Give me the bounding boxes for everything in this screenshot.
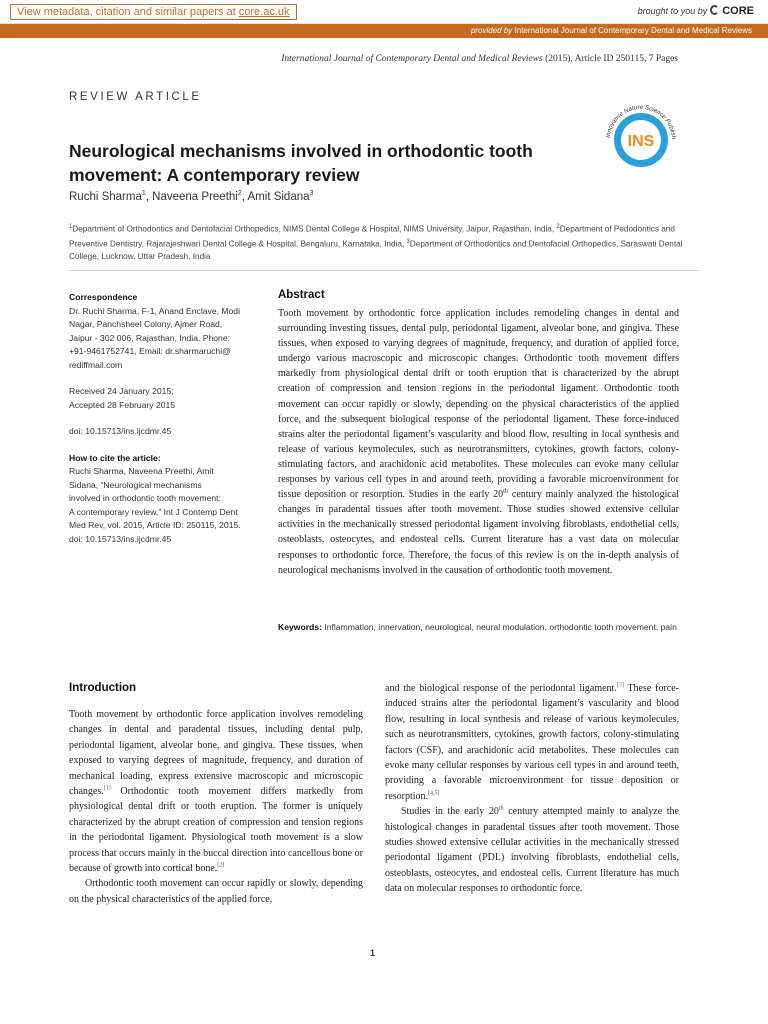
journal-name: International Journal of Contemporary Dental and Medical Reviews [281, 54, 543, 64]
core-metadata-text: View metadata, citation and similar papers at [17, 6, 236, 18]
correspondence-heading: Correspondence [69, 292, 138, 302]
abstract-part-1: Tooth movement by orthodontic force application includes remodeling changes in dental and surrounding investing tissues, dental pulp, periodontal ligament, alveolar bone, and gingiva. These tissues, when exposed to varying degrees of magnitude, frequency, and duration of applied force, undergo various macroscopic and microscopic changes. Orthodontic tooth movement differs markedly from physiological dental drift or tooth eruption that is characterized by the abrupt creation of compression and tension regions in the periodontal ligament. Orthodontic tooth movement can occur rapidly or slowly, depending on the physical characteristics of the applied force, and the subsequent biological response of the periodontal ligament. These force-induced strains alter the periodontal ligament’s vascularity and blood flow, resulting in local synthesis and release of various keymolecules, such as neurotransmitters, cytokines, growth factors, colony-stimulating factors, and arachidonic acid metabolites. These molecules can evoke many cellular responses by various cell types in and around teeth, providing a favorable microenvironment for tissue deposition or resorption. Studies in the early 20 [278, 308, 679, 501]
author-affil-sup: 2 [237, 190, 242, 197]
core-logo-text: CORE [722, 5, 754, 17]
affiliation-sup: 1 [69, 224, 73, 230]
metadata-line: +91-9461752741, Email: dr.sharmaruchi@ [69, 346, 231, 356]
abstract-sup: th [503, 487, 509, 495]
keywords-heading: Keywords: [278, 622, 322, 632]
intro-paragraph-3 [385, 681, 679, 804]
metadata-line: Med Rev, vol. 2015, Article ID: 250115, 2015. [69, 520, 241, 530]
intro-p3-text-b: These force-induced strains alter the periodontal ligament’s vascularity and blood flow, resulting in local synthesis and release of various keymolecules, such as neurotransmitters, cytokines, growth factors, colony-stimulating factors (CSF), and arachidonic acid metabolites. These molecules can evoke many cellular responses by various cell types in and around teeth, providing a favorable microenvironment for tissue deposition or resorption. [385, 683, 679, 802]
abstract-heading: Abstract [278, 289, 325, 301]
affiliation-text: Department of Orthodontics and Dentofacial Orthopedics, Saraswati Dental College, Lucknow, Uttar Pradesh, India [69, 239, 683, 262]
metadata-line: Sidana, “Neurological mechanisms [69, 479, 202, 490]
intro-p3-text-a: and the biological response of the periodontal ligament. [385, 683, 617, 694]
provided-by-text[interactable] [471, 26, 752, 35]
core-ac-uk-link[interactable]: core.ac.uk [238, 6, 290, 18]
intro-p4-text-a: Studies in the early 20 [401, 806, 499, 818]
metadata-line: rediffmail.com [69, 359, 123, 370]
core-brought-by[interactable] [638, 5, 754, 17]
correspondence-lines [69, 305, 254, 373]
affiliation-sup: 2 [556, 224, 560, 230]
author-name: Amit Sidana [247, 190, 310, 203]
logo-arc-textpath: Innovative Nature Science Publish [605, 103, 678, 140]
intro-paragraph-2: Orthodontic tooth movement can occur rapidly or slowly, depending on the physical characteristics of the applied force, [69, 878, 363, 905]
abstract-text [278, 306, 679, 578]
metadata-line: Dr. Ruchi Sharma, F-1, Anand Enclave, Modi [69, 305, 240, 316]
accepted-date: Accepted 28 February 2015 [69, 399, 176, 410]
author-affil-sup: 1 [141, 190, 146, 197]
citation-ref[interactable]: [2] [217, 862, 225, 869]
brought-by-text: brought to you by [637, 6, 708, 16]
body-column-right [385, 681, 679, 897]
provided-by-bar [0, 24, 768, 38]
core-metadata-link[interactable] [10, 4, 297, 20]
cite-lines [69, 465, 254, 546]
intro-p1-text-a: Tooth movement by orthodontic force application involves remodeling changes in dental and paradental tissues, including dental pulp, periodontal ligament, alveolar bone, and gingiva. These tissues, when exposed to varying degrees of magnitude, frequency, and duration of mechanical loading, express extensive macroscopic and microscopic changes. [69, 709, 363, 798]
intro-paragraph-1 [69, 707, 363, 876]
page-number: 1 [370, 948, 376, 958]
provided-source: International Journal of Contemporary Dental and Medical Reviews [514, 26, 752, 35]
citation-ref[interactable]: [1] [103, 785, 111, 792]
doi-text: doi: 10.15713/ins.ijcdmr.45 [69, 426, 172, 436]
metadata-line: involved in orthodontic tooth movement: [69, 493, 221, 503]
metadata-line: A contemporary review,” Int J Contemp Dent [69, 506, 238, 517]
core-banner [0, 0, 768, 24]
sidebar-metadata [69, 291, 254, 546]
author-list [69, 190, 313, 203]
header-divider [69, 270, 699, 271]
metadata-line: Ruchi Sharma, Naveena Preethi, Amit [69, 466, 214, 476]
author-name: Naveena Preethi [152, 190, 238, 203]
intro-p4-sup: th [498, 805, 504, 812]
author-separator: , [241, 190, 248, 203]
logo-initials: INS [627, 133, 655, 150]
journal-details: (2015), Article ID 250115, 7 Pages [542, 54, 678, 64]
cite-heading: How to cite the article: [69, 452, 161, 463]
metadata-line: Nagar, Panchsheel Colony, Ajmer Road, [69, 319, 223, 329]
received-date: Received 24 January 2015; [69, 386, 174, 396]
author-affil-sup: 3 [309, 190, 314, 197]
affiliations [69, 221, 689, 263]
citation-ref[interactable]: [4,5] [428, 790, 440, 797]
citation-ref[interactable]: [3] [616, 682, 624, 689]
provided-prefix: provided by [470, 26, 513, 35]
journal-citation-line [281, 54, 678, 64]
intro-p4-text-b: century attempted mainly to analyze the histological changes in paradental tissues after tooth movement. Those studies showed extensive cellular activities in the mechanically stressed periodontal ligament (PDL) involving fibroblasts, endothelial cells, osteoblasts, osteocytes, and endosteal cells. Current literature has much data on molecular responses to orthodontic force. [385, 806, 679, 895]
metadata-line: doi: 10.15713/ins.ijcdmr.45 [69, 533, 172, 544]
metadata-line: Jaipur - 302 006, Rajasthan, India. Phone: [69, 332, 231, 343]
article-title: Neurological mechanisms involved in orthodontic tooth movement: A contemporary review [69, 141, 533, 185]
intro-p1-text-b: Orthodontic tooth movement differs markedly from physiological dental drift or tooth eruption. The former is uniquely characterized by the abrupt creation of compression and tension regions in the periodontal ligament. Physiological tooth movement is a slow process that occurs mainly in the buccal direction into cancellous bone or because of growth into cortical bone. [69, 786, 363, 875]
author-separator: , [145, 190, 153, 203]
affiliation-sup: 3 [406, 238, 410, 245]
publisher-logo [598, 96, 684, 168]
article-type-label: REVIEW ARTICLE [69, 91, 202, 103]
author-name: Ruchi Sharma [69, 190, 142, 203]
introduction-heading: Introduction [69, 682, 137, 694]
affiliation-text: Department of Pedodontics and Preventive Dentistry, Rajarajeshwari Dental College & Hospital, Bengaluru, Karnataka, India, [69, 224, 675, 249]
intro-paragraph-4 [385, 804, 679, 896]
keywords-text: Inflammation, innervation, neurological, neural modulation, orthodontic tooth movement, pain [321, 622, 677, 632]
abstract-part-2: century mainly analyzed the histological changes in paradental tissues after tooth movement. Those studies showed extensive cellular activities in the mechanically stressed periodontal ligament involving fibroblasts, endothelial cells, osteoblasts, osteocytes, and endosteal cells. Current literature has a vast data on molecular responses to orthodontic force. Therefore, the focus of this review is on the in-depth analysis of neurological mechanisms involved in the causation of orthodontic tooth movement. [278, 489, 679, 576]
affiliation-text: Department of Orthodontics and Dentofacial Orthopedics, NIMS Dental College & Hospital, NIMS University, Jaipur, Rajasthan, India, [72, 224, 557, 234]
keywords [278, 621, 679, 635]
body-column-left [69, 707, 363, 907]
core-logo-icon [710, 5, 719, 15]
